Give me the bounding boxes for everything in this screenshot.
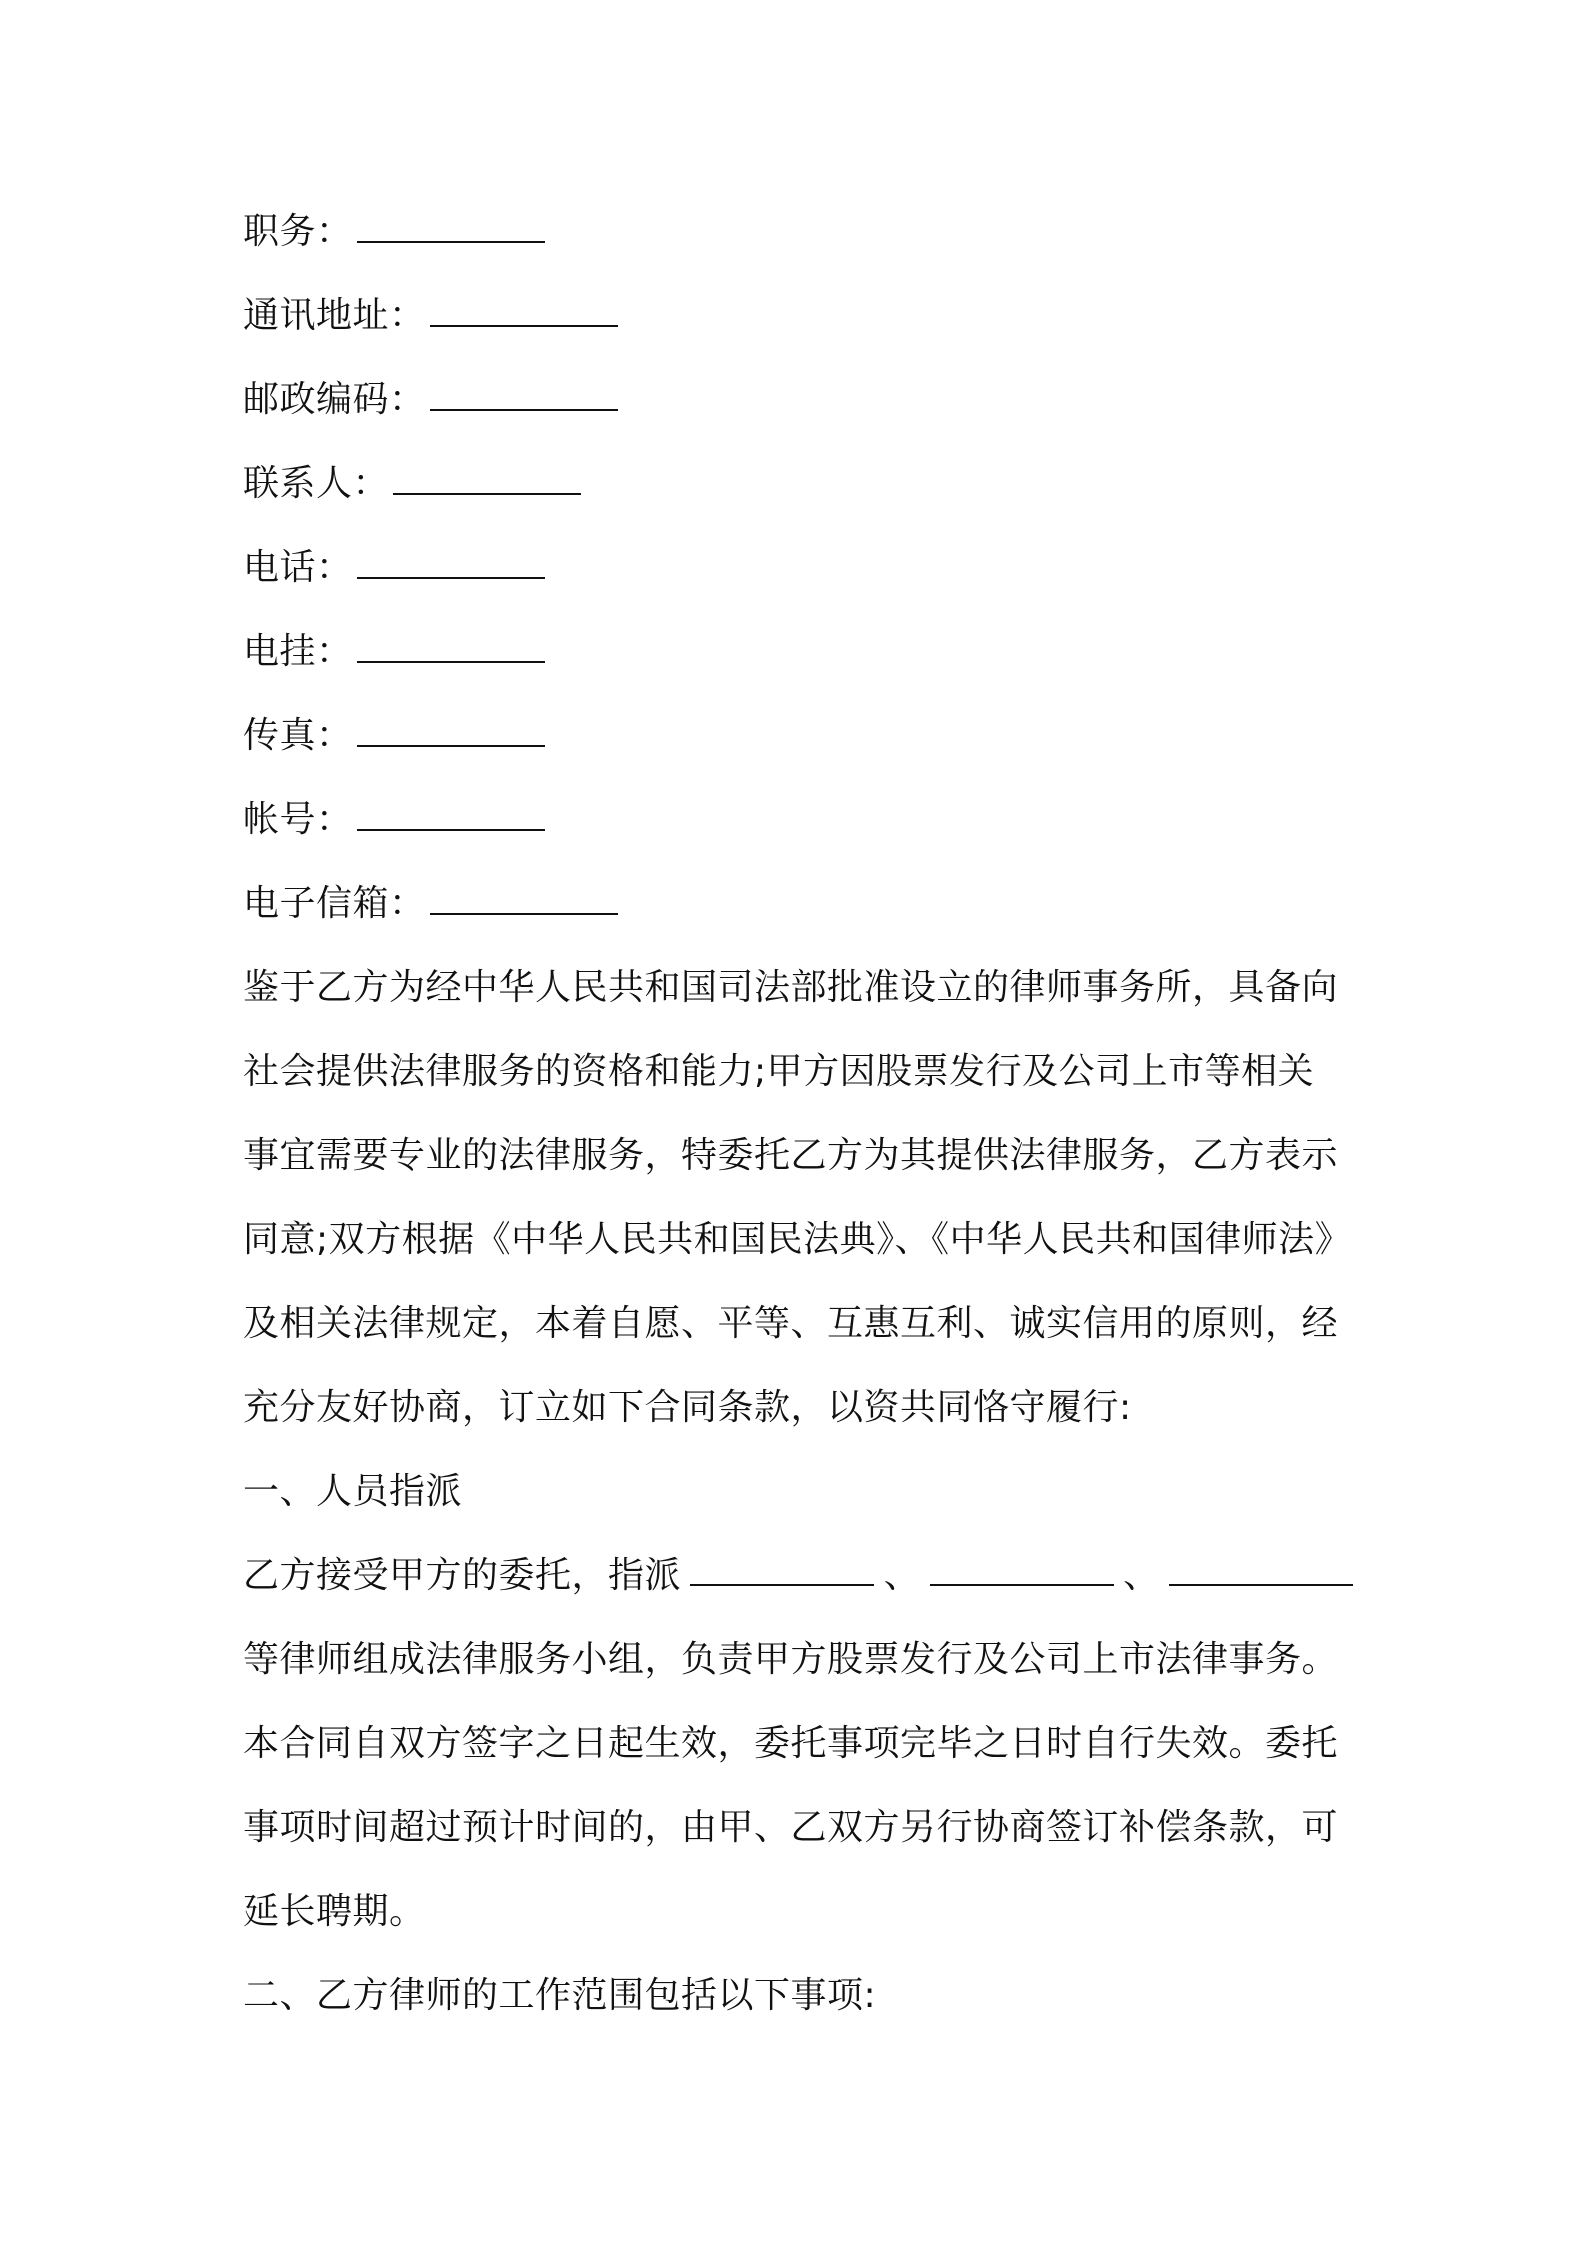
field-phone xyxy=(243,526,1353,610)
fill-blank[interactable] xyxy=(357,611,545,663)
assign-line xyxy=(243,1534,1353,1618)
fill-blank[interactable] xyxy=(357,695,545,747)
field-address xyxy=(243,274,1353,358)
preamble-line: 充分友好协商，订立如下合同条款，以资共同恪守履行: xyxy=(243,1387,1132,1428)
field-label: 电子信箱： xyxy=(243,883,426,924)
preamble-line: 事宜需要专业的法律服务，特委托乙方为其提供法律服务，乙方表示 xyxy=(243,1135,1339,1176)
field-cable xyxy=(243,610,1353,694)
field-email xyxy=(243,862,1353,946)
field-label: 通讯地址： xyxy=(243,295,426,336)
personnel-line: 延长聘期。 xyxy=(243,1891,426,1932)
field-contact xyxy=(243,442,1353,526)
separator: 、 xyxy=(1123,1555,1160,1596)
field-label: 传真： xyxy=(243,715,353,756)
preamble-paragraph xyxy=(243,946,1353,1450)
contact-fields xyxy=(243,190,1353,946)
field-label: 职务： xyxy=(243,211,353,252)
field-fax xyxy=(243,694,1353,778)
preamble-line: 同意;双方根据《中华人民共和国民法典》、《中华人民共和国律师法》 xyxy=(243,1219,1352,1260)
lawyer-name-blank[interactable] xyxy=(690,1534,874,1586)
lawyer-name-blank[interactable] xyxy=(1169,1534,1353,1586)
preamble-line: 鉴于乙方为经中华人民共和国司法部批准设立的律师事务所，具备向 xyxy=(243,967,1339,1008)
field-label: 联系人： xyxy=(243,463,390,504)
fill-blank[interactable] xyxy=(430,275,618,327)
personnel-line: 等律师组成法律服务小组，负责甲方股票发行及公司上市法律事务。 xyxy=(243,1639,1339,1680)
separator: 、 xyxy=(883,1555,921,1596)
preamble-line: 社会提供法律服务的资格和能力;甲方因股票发行及公司上市等相关 xyxy=(243,1051,1315,1092)
assign-prefix: 乙方接受甲方的委托，指派 xyxy=(243,1555,682,1596)
field-position xyxy=(243,190,1353,274)
personnel-line: 本合同自双方签字之日起生效，委托事项完毕之日时自行失效。委托 xyxy=(243,1723,1339,1764)
preamble-line: 及相关法律规定，本着自愿、平等、互惠互利、诚实信用的原则，经 xyxy=(243,1303,1339,1344)
section-heading-scope: 二、乙方律师的工作范围包括以下事项: xyxy=(243,1975,877,2016)
field-label: 电挂： xyxy=(243,631,353,672)
fill-blank[interactable] xyxy=(357,527,545,579)
personnel-line: 事项时间超过预计时间的，由甲、乙双方另行协商签订补偿条款，可 xyxy=(243,1807,1339,1848)
field-label: 电话： xyxy=(243,547,353,588)
field-label: 帐号： xyxy=(243,799,353,840)
lawyer-name-blank[interactable] xyxy=(930,1534,1114,1586)
personnel-paragraph xyxy=(243,1534,1353,1954)
field-postcode xyxy=(243,358,1353,442)
contract-page xyxy=(243,190,1353,2038)
field-label: 邮政编码： xyxy=(243,379,426,420)
field-account xyxy=(243,778,1353,862)
fill-blank[interactable] xyxy=(357,779,545,831)
fill-blank[interactable] xyxy=(393,443,581,495)
fill-blank[interactable] xyxy=(430,359,618,411)
fill-blank[interactable] xyxy=(357,191,545,243)
section-heading-personnel: 一、人员指派 xyxy=(243,1471,463,1512)
fill-blank[interactable] xyxy=(430,863,618,915)
